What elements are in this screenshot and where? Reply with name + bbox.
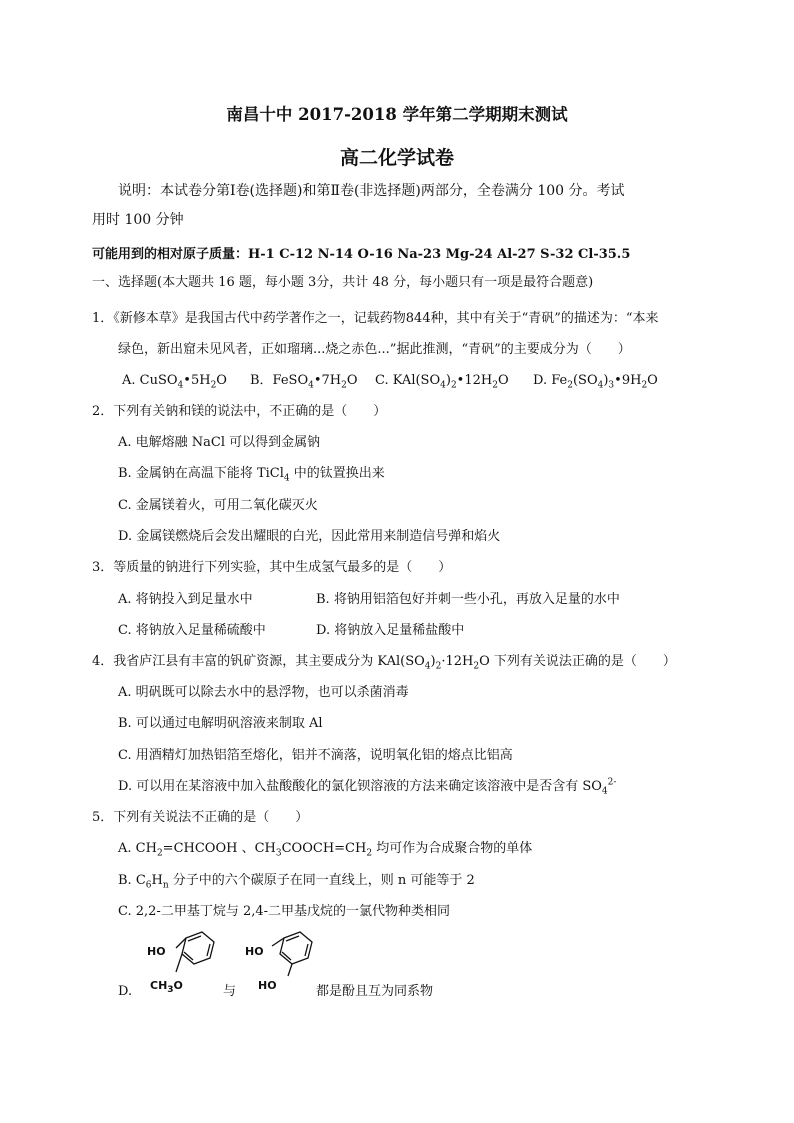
q1-option-b: B．$FeSO_4•7H_2O$ <box>250 373 358 391</box>
q4-option-b: B. 可以通过电解明矾溶液来制取 Al <box>118 716 323 731</box>
mol2-oh-bond-bottom <box>288 964 292 976</box>
mol1-methoxy-label: $CH_3O$ <box>150 979 183 996</box>
q3-option-a: A. 将钠投入到足量水中 <box>118 592 253 607</box>
q5-option-d-label: D. <box>118 984 133 999</box>
mol2-double-bond-2 <box>305 944 308 956</box>
mol1-double-bond-2 <box>207 944 210 956</box>
q5-stem: 5．下列有关说法不正确的是（ ） <box>92 810 309 825</box>
q1-option-a: A. $CuSO_4•5H_2O$ <box>122 373 227 391</box>
exam-subtitle: 高二化学试卷 <box>339 147 454 169</box>
q5-option-d-text: 都是酚且互为同系物 <box>316 984 434 999</box>
q4-option-c: C. 用酒精灯加热铝箔至熔化，铝并不滴落，说明氧化铝的熔点比铝高 <box>118 748 513 763</box>
exam-title: 南昌十中 2017-2018 学年第二学期期末测试 <box>226 105 568 124</box>
q2-stem: 2．下列有关钠和镁的说法中，不正确的是（ ） <box>92 404 387 419</box>
mol2-ho-bottom-label: HO <box>258 979 277 992</box>
q5-option-b: B. $C_6H_n$ 分子中的六个碳原子在同一直线上，则 n 可能等于 2 <box>118 873 475 891</box>
q3-option-b: B. 将钠用铝箔包好并刺一些小孔，再放入足量的水中 <box>316 592 620 607</box>
q2-option-a: A. 电解熔融 NaCl 可以得到金属钠 <box>118 435 321 450</box>
q2-option-c: C. 金属镁着火，可用二氧化碳灭火 <box>118 498 318 513</box>
section1-heading: 一、选择题(本大题共 16 题，每小题 3分，共计 48 分，每小题只有一项是最符合题意) <box>92 275 594 290</box>
mol1-och3-bond <box>176 954 182 972</box>
q2-option-d: D. 金属镁燃烧后会发出耀眼的白光，因此常用来制造信号弹和焰火 <box>118 529 501 544</box>
q3-option-c: C. 将钠放入足量稀硫酸中 <box>118 623 266 638</box>
q2-option-b: B. 金属钠在高温下能将 TiCl$_4$ 中的钛置换出来 <box>118 466 385 484</box>
instructions-line2: 用时 100 分钟 <box>92 212 184 228</box>
instructions-line1: 说明：本试卷分第Ⅰ卷(选择题)和第Ⅱ卷(非选择题)两部分，全卷满分 100 分。考试 <box>118 183 625 199</box>
q4-option-a: A. 明矾既可以除去水中的悬浮物，也可以杀菌消毒 <box>118 685 409 700</box>
q5-option-d-with: 与 <box>223 984 237 999</box>
q3-option-d: D. 将钠放入足量稀盐酸中 <box>316 623 465 638</box>
mol1-benzene-ring <box>170 928 222 976</box>
mol1-ho-label: HO <box>147 945 166 958</box>
mol2-benzene-ring <box>266 928 324 980</box>
q4-option-d: D. 可以用在某溶液中加入盐酸酸化的氯化钡溶液的方法来确定该溶液中是否含有 $SO_4^{2-}$ <box>118 777 617 797</box>
q1-stem-line2: 绿色，新出窟未见风者，正如瑠璃...烧之赤色...”据此推测，“青矾”的主要成分为（ ） <box>118 342 631 357</box>
q1-option-c: C. $KAl(SO_4)_2•12H_2O$ <box>375 373 509 391</box>
atomic-masses: 可能用到的相对原子质量：H-1 C-12 N-14 O-16 Na-23 Mg-24 Al-27 S-32 Cl-35.5 <box>92 247 631 262</box>
mol2-ho-top-label: HO <box>245 945 264 958</box>
q3-stem: 3．等质量的钠进行下列实验，其中生成氢气最多的是（ ） <box>92 560 452 575</box>
q5-option-c: C. 2,2-二甲基丁烷与 2,4-二甲基戊烷的一氯代物种类相同 <box>118 904 451 919</box>
q1-option-d: D. $Fe_2(SO_4)_3•9H_2O$ <box>533 373 658 391</box>
q4-stem: 4．我省庐江县有丰富的钒矿资源，其主要成分为 $KAl(SO_4)_2\cdot 12H_2O$ 下列有关说法正确的是（ ） <box>92 654 676 672</box>
q1-stem-line1: 1．《新修本草》是我国古代中药学著作之一，记载药物844种，其中有关于“青矾”的描述为：“本来 <box>92 311 659 326</box>
q5-option-a: A. $CH_2=CHCOOH$ 、$CH_3COOCH=CH_2$ 均可作为合成聚合物的单体 <box>118 841 533 859</box>
